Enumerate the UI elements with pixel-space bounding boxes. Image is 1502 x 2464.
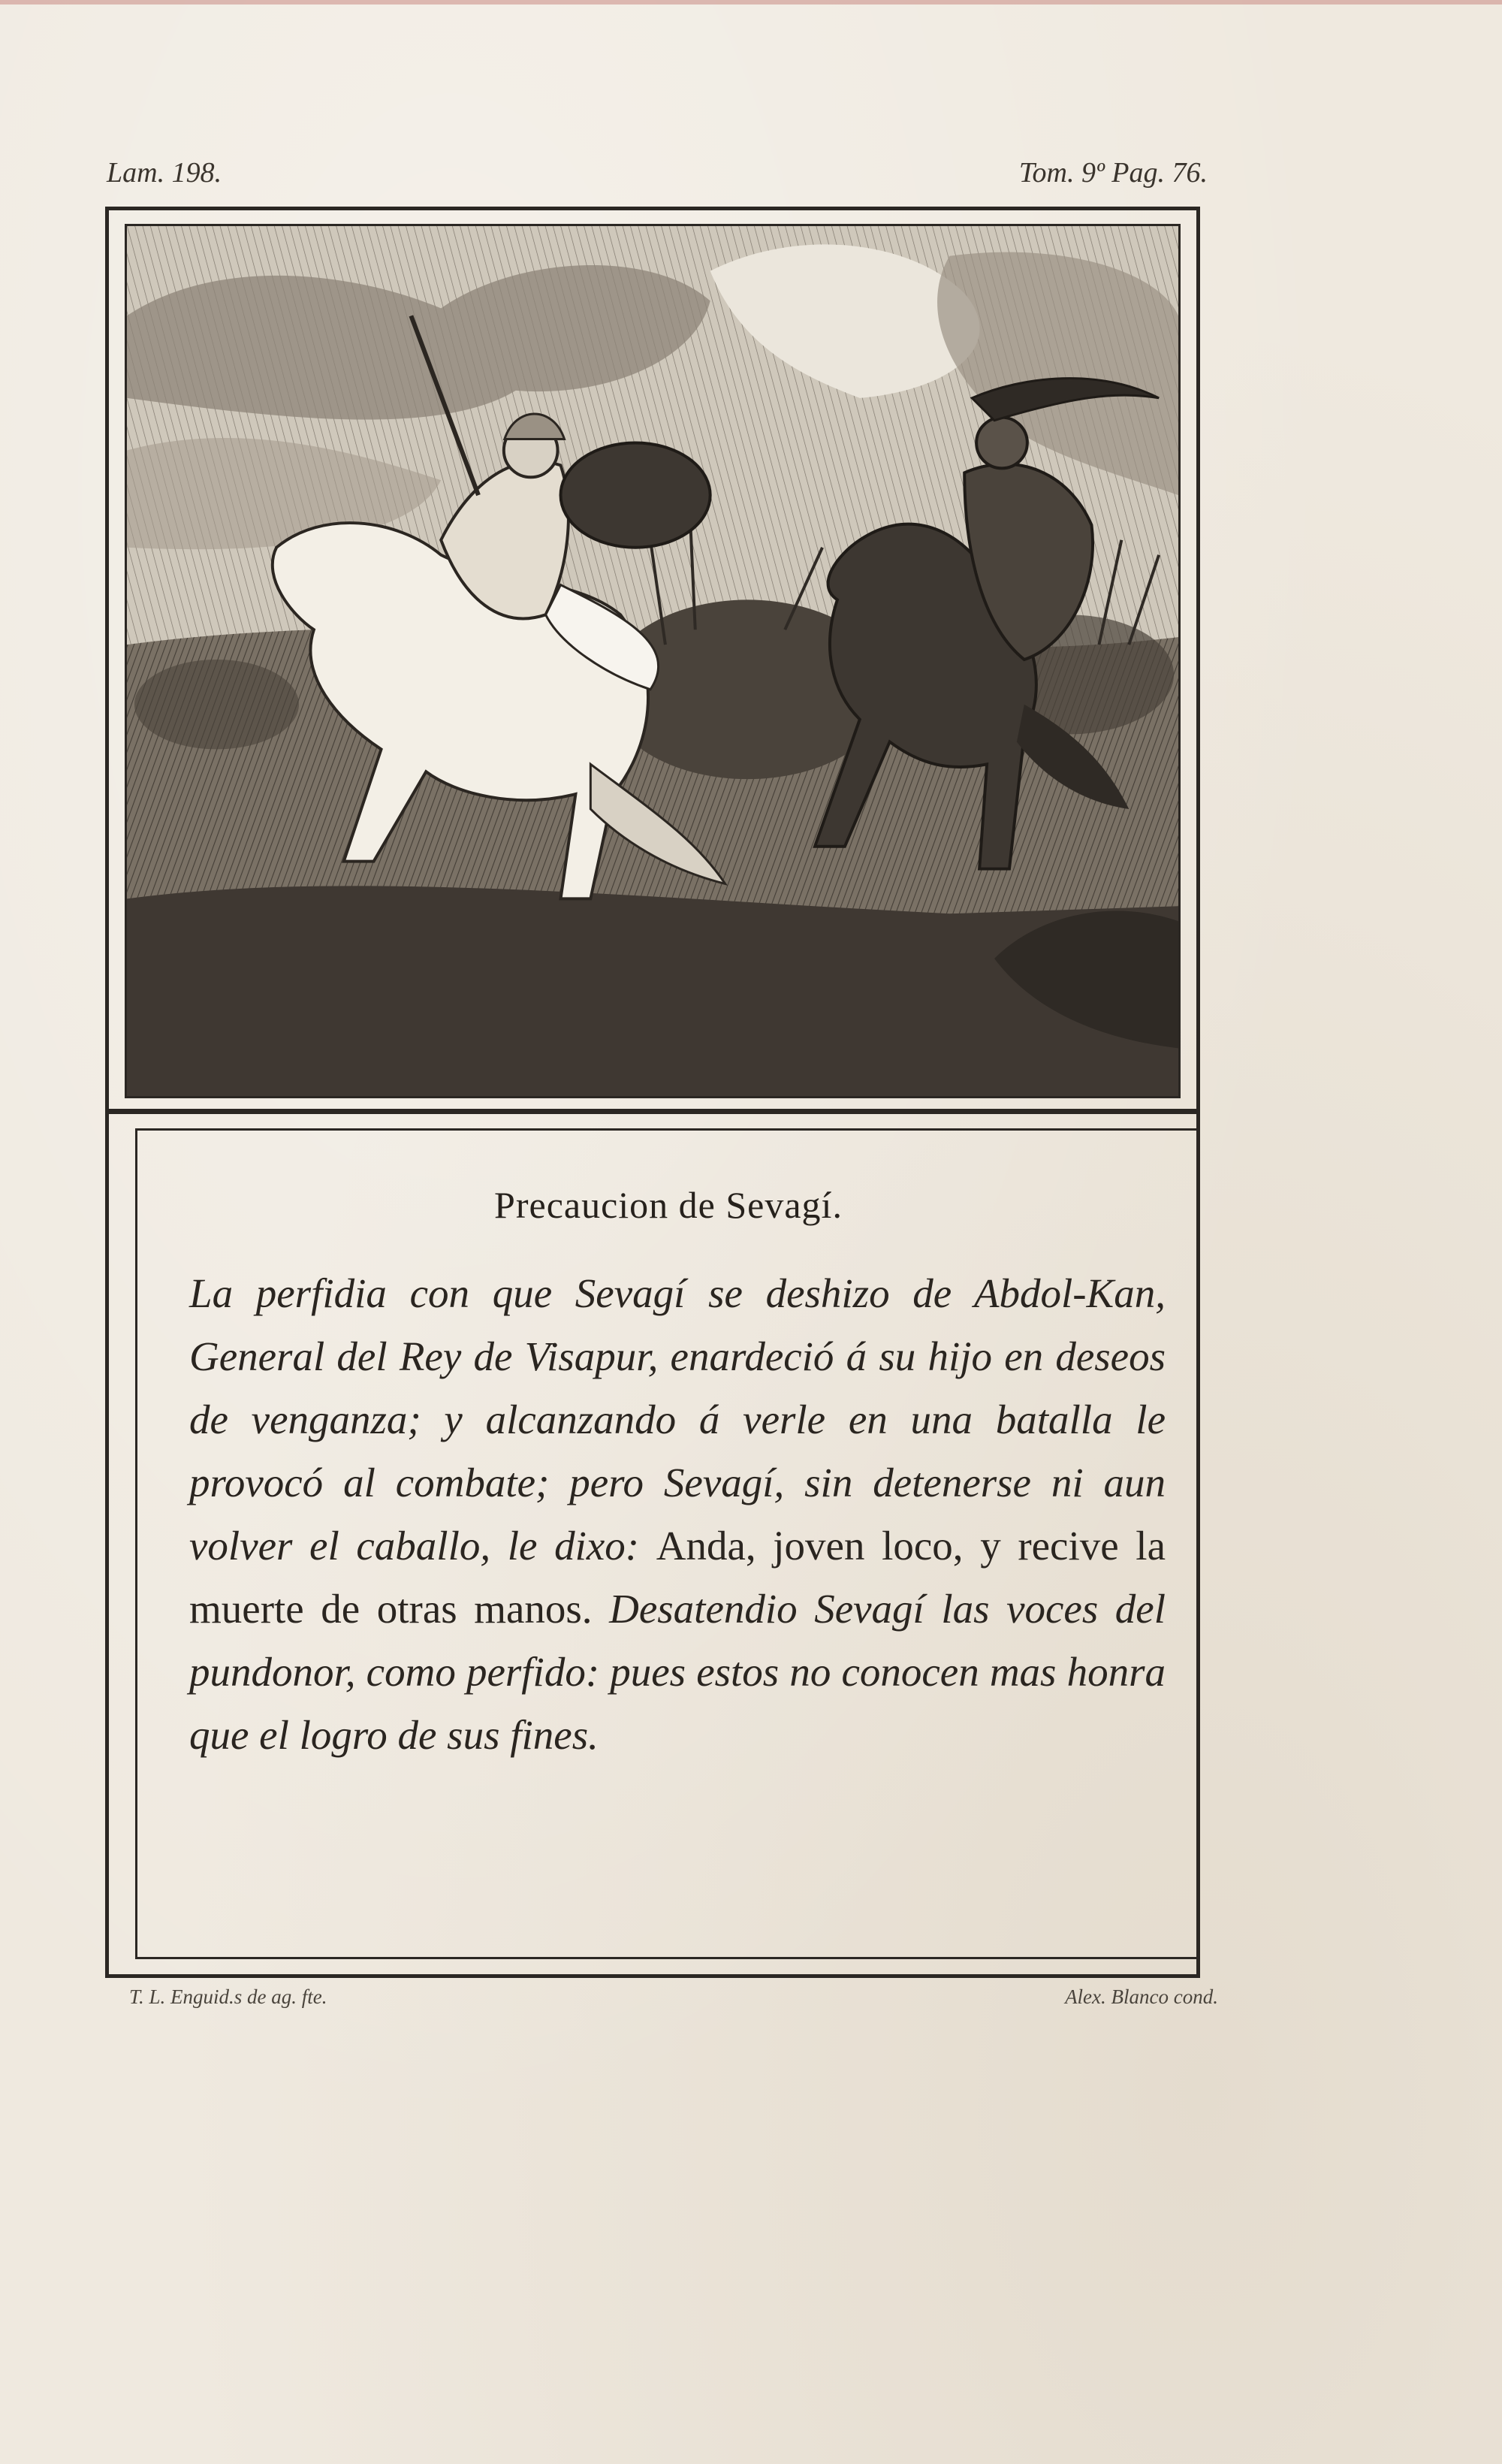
director-credit: Alex. Blanco cond.: [1065, 1985, 1218, 2008]
plate-label: Lam. 198.: [107, 157, 222, 189]
engraver-credit: T. L. Enguid.s de ag. fte.: [129, 1985, 327, 2008]
engraving-illustration: [125, 224, 1181, 1098]
engraving-svg: [127, 226, 1178, 1096]
paper-edge: [0, 0, 1502, 5]
plate-divider: [105, 1109, 1200, 1114]
caption-body: [189, 1262, 1166, 1767]
caption-quote: Anda, joven loco, y recive la muerte de otras manos.: [189, 1523, 1166, 1632]
caption-intro: La perfidia con que Sevagí se deshizo de Abdol-Kan, General del Rey de Visapur, enardeció á su hijo en deseos de venganza; y alcanzando á verle en una batalla le provocó al combate; pero Sevagí, sin detenerse ni aun volver el caballo, le dixo:: [189, 1270, 1166, 1569]
volume-page-label: Tom. 9º Pag. 76.: [1018, 157, 1208, 189]
shield: [561, 443, 710, 548]
caption-moral: Desatendio Sevagí las voces del pundonor, como perfido: pues estos no conocen mas honra que el logro de sus fines.: [189, 1586, 1166, 1758]
caption-title: Precaucion de Sevagí.: [494, 1184, 843, 1226]
